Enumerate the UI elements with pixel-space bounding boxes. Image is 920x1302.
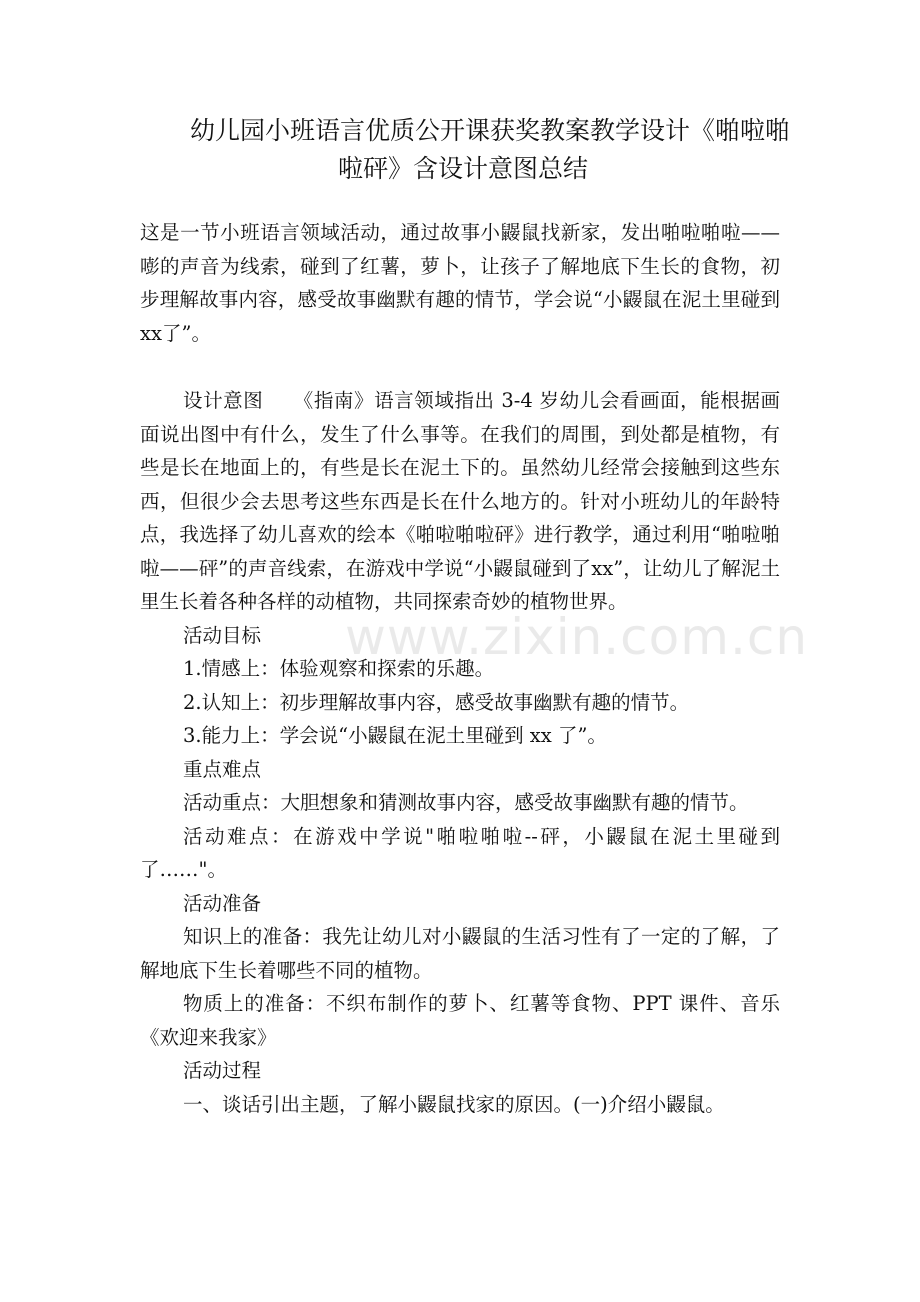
key-point-difficulty: 活动难点：在游戏中学说"啪啦啪啦--砰，小鼹鼠在泥土里碰到了……"。 [140, 824, 780, 881]
design-intent-paragraph: 设计意图 《指南》语言领域指出 3-4 岁幼儿会看画面，能根据画面说出图中有什么，发生了什么事等。在我们的周围，到处都是植物，有些是长在地面上的，有些是长在泥土下的。虽然幼儿经常会接触到这些东西，但很少会去思考这些东西是长在什么地方的。针对小班幼儿的年龄特点，我选择了幼儿喜欢的绘本《啪啦啪啦砰》进行教学，通过利用“啪啦啪啦——砰”的声音线索，在游戏中学说“小鼹鼠碰到了xx”，让幼儿了解泥土里生长着各种各样的动植物，共同探索奇妙的植物世界。 [140, 389, 780, 613]
document-body [140, 216, 780, 1121]
title-line-2: 啦砰》含设计意图总结 [338, 154, 589, 183]
section-heading-key-points: 重点难点 [183, 757, 262, 781]
intro-paragraph: 这是一节小班语言领域活动，通过故事小鼹鼠找新家，发出啪啦啪啦——嘭的声音为线索，碰到了红薯，萝卜，让孩子了解地底下生长的食物，初步理解故事内容，感受故事幽默有趣的情节，学会说“小鼹鼠在泥土里碰到xx了”。 [140, 221, 780, 345]
watermark-text: www.zixin.com.cn [345, 608, 809, 666]
document-title [150, 112, 810, 188]
preparation-materials: 物质上的准备：不织布制作的萝卜、红薯等食物、PPT 课件、音乐《欢迎来我家》 [140, 992, 780, 1049]
section-heading-goals: 活动目标 [183, 623, 262, 647]
section-heading-process: 活动过程 [183, 1059, 262, 1082]
goal-item-3: 3.能力上：学会说“小鼹鼠在泥土里碰到 xx 了”。 [183, 724, 607, 747]
goal-item-1: 1.情感上：体验观察和探索的乐趣。 [183, 657, 495, 680]
preparation-knowledge: 知识上的准备：我先让幼儿对小鼹鼠的生活习性有了一定的了解，了解地底下生长着哪些不同的植物。 [140, 925, 780, 982]
goal-item-2: 2.认知上：初步理解故事内容，感受故事幽默有趣的情节。 [183, 690, 690, 714]
key-point-focus: 活动重点：大胆想象和猜测故事内容，感受故事幽默有趣的情节。 [183, 791, 749, 814]
process-step-1: 一、谈话引出主题，了解小鼹鼠找家的原因。(一)介绍小鼹鼠。 [183, 1092, 725, 1116]
section-heading-preparation: 活动准备 [183, 891, 262, 915]
title-line-1: 幼儿园小班语言优质公开课获奖教案教学设计《啪啦啪 [190, 116, 791, 145]
